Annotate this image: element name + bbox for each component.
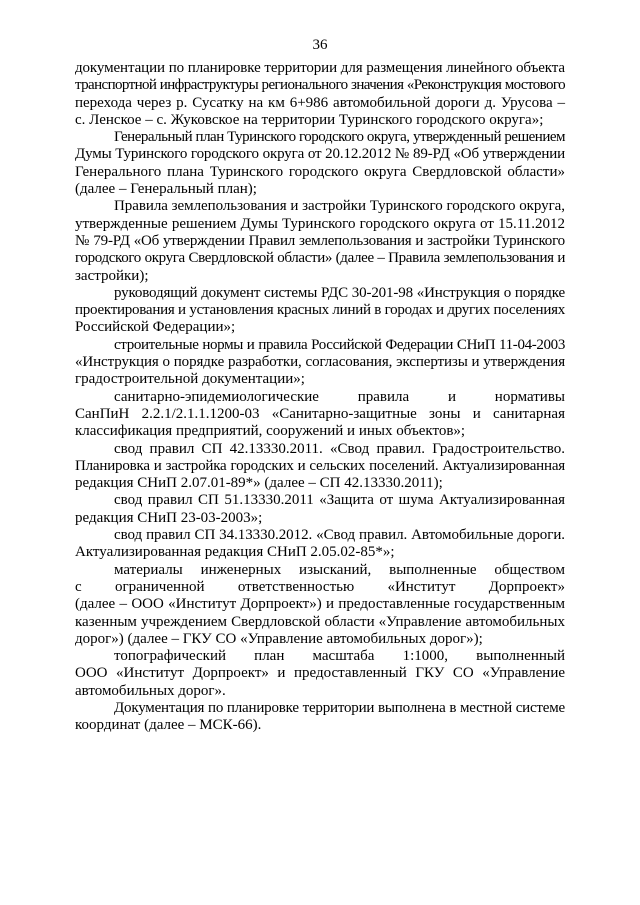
text-line: топографический план масштаба 1:1000, выполненный — [114, 648, 565, 665]
paragraph-sp-42 — [75, 441, 565, 493]
text-line: транспортной инфраструктуры регионального значения «Реконструкция мостового — [75, 77, 565, 94]
text-line: редакция СНиП 2.07.01-89*» (далее – СП 42.13330.2011); — [75, 475, 443, 492]
paragraph-topographic-plan — [75, 648, 565, 700]
text-line: СанПиН 2.2.1/2.1.1.1200-03 «Санитарно-защитные зоны и санитарная — [75, 405, 565, 422]
text-line: № 79-РД «Об утверждении Правил землепользования и застройки Туринского — [75, 232, 565, 249]
text-line: Документация по планировке территории выполнена в местной системе — [114, 699, 565, 716]
text-line: Правила землепользования и застройки Туринского городского округа, — [114, 198, 565, 215]
text-line: с. Ленское – с. Жуковское на территории Туринского городского округа»; — [75, 111, 544, 128]
text-line: «Инструкция о порядке разработки, согласования, экспертизы и утверждения — [75, 354, 565, 371]
paragraph-building-norms — [75, 337, 565, 389]
text-line: Российской Федерации»; — [75, 319, 236, 336]
text-line: автомобильных дорог». — [75, 682, 226, 699]
text-line: свод правил СП 42.13330.2011. «Свод правил. Градостроительство. — [114, 440, 565, 457]
text-line: дорог») (далее – ГКУ СО «Управление автомобильных дорог»); — [75, 630, 483, 647]
text-line: руководящий документ системы РДС 30-201-98 «Инструкция о порядке — [114, 284, 565, 301]
paragraph-sp-34 — [75, 527, 565, 562]
text-line: (далее – ООО «Институт Дорпроект») и предоставленные государственным — [75, 596, 565, 613]
text-line: документации по планировке территории для размещения линейного объекта — [75, 60, 565, 76]
text-line: строительные нормы и правила Российской Федерации СНиП 11-04-2003 — [114, 336, 565, 353]
text-line: ООО «Институт Дорпроект» и предоставленный ГКУ СО «Управление — [75, 665, 565, 682]
text-line: свод правил СП 51.13330.2011 «Защита от шума Актуализированная — [114, 492, 565, 509]
text-line: перехода через р. Сусатку на км 6+986 автомобильной дороги д. Урусова – — [75, 94, 565, 111]
text-line: с ограниченной ответственностью «Институт Дорпроект» — [75, 578, 565, 595]
paragraph-general-plan — [75, 129, 565, 198]
paragraph-rds-guideline — [75, 285, 565, 337]
text-line: городского округа Свердловской области» (далее – Правила землепользования и — [75, 250, 565, 267]
text-line: Планировка и застройка городских и сельских поселений. Актуализированная — [75, 457, 565, 474]
text-line: материалы инженерных изысканий, выполненные обществом — [114, 561, 565, 578]
paragraph-sp-51 — [75, 492, 565, 527]
text-line: Актуализированная редакция СНиП 2.05.02-85*»; — [75, 544, 395, 561]
text-line: застройки); — [75, 267, 149, 284]
text-line: Генерального плана Туринского городского округа Свердловской области» — [75, 163, 565, 180]
page-number: 36 — [312, 37, 328, 53]
text-line: казенным учреждением Свердловской области «Управление автомобильных — [75, 613, 565, 630]
text-line: Генеральный план Туринского городского округа, утвержденный решением — [114, 129, 565, 146]
paragraph-continuation — [75, 60, 565, 129]
text-line: (далее – Генеральный план); — [75, 181, 257, 198]
paragraph-coordinate-system — [75, 700, 565, 735]
text-line: классификация предприятий, сооружений и иных объектов»; — [75, 423, 466, 440]
body-text — [75, 60, 565, 735]
text-line: координат (далее – МСК-66). — [75, 717, 262, 734]
text-line: градостроительной документации»; — [75, 371, 305, 388]
text-line: редакция СНиП 23-03-2003»; — [75, 509, 263, 526]
text-line: утвержденные решением Думы Туринского городского округа от 15.11.2012 — [75, 215, 565, 232]
paragraph-sanitary-rules — [75, 389, 565, 441]
text-line: свод правил СП 34.13330.2012. «Свод правил. Автомобильные дороги. — [114, 527, 565, 544]
text-line: Думы Туринского городского округа от 20.12.2012 № 89-РД «Об утверждении — [75, 146, 565, 163]
text-line: проектирования и установления красных линий в городах и других поселениях — [75, 302, 565, 319]
paragraph-land-use-rules — [75, 198, 565, 284]
paragraph-survey-materials — [75, 562, 565, 648]
text-line: санитарно-эпидемиологические правила и нормативы — [114, 388, 565, 405]
